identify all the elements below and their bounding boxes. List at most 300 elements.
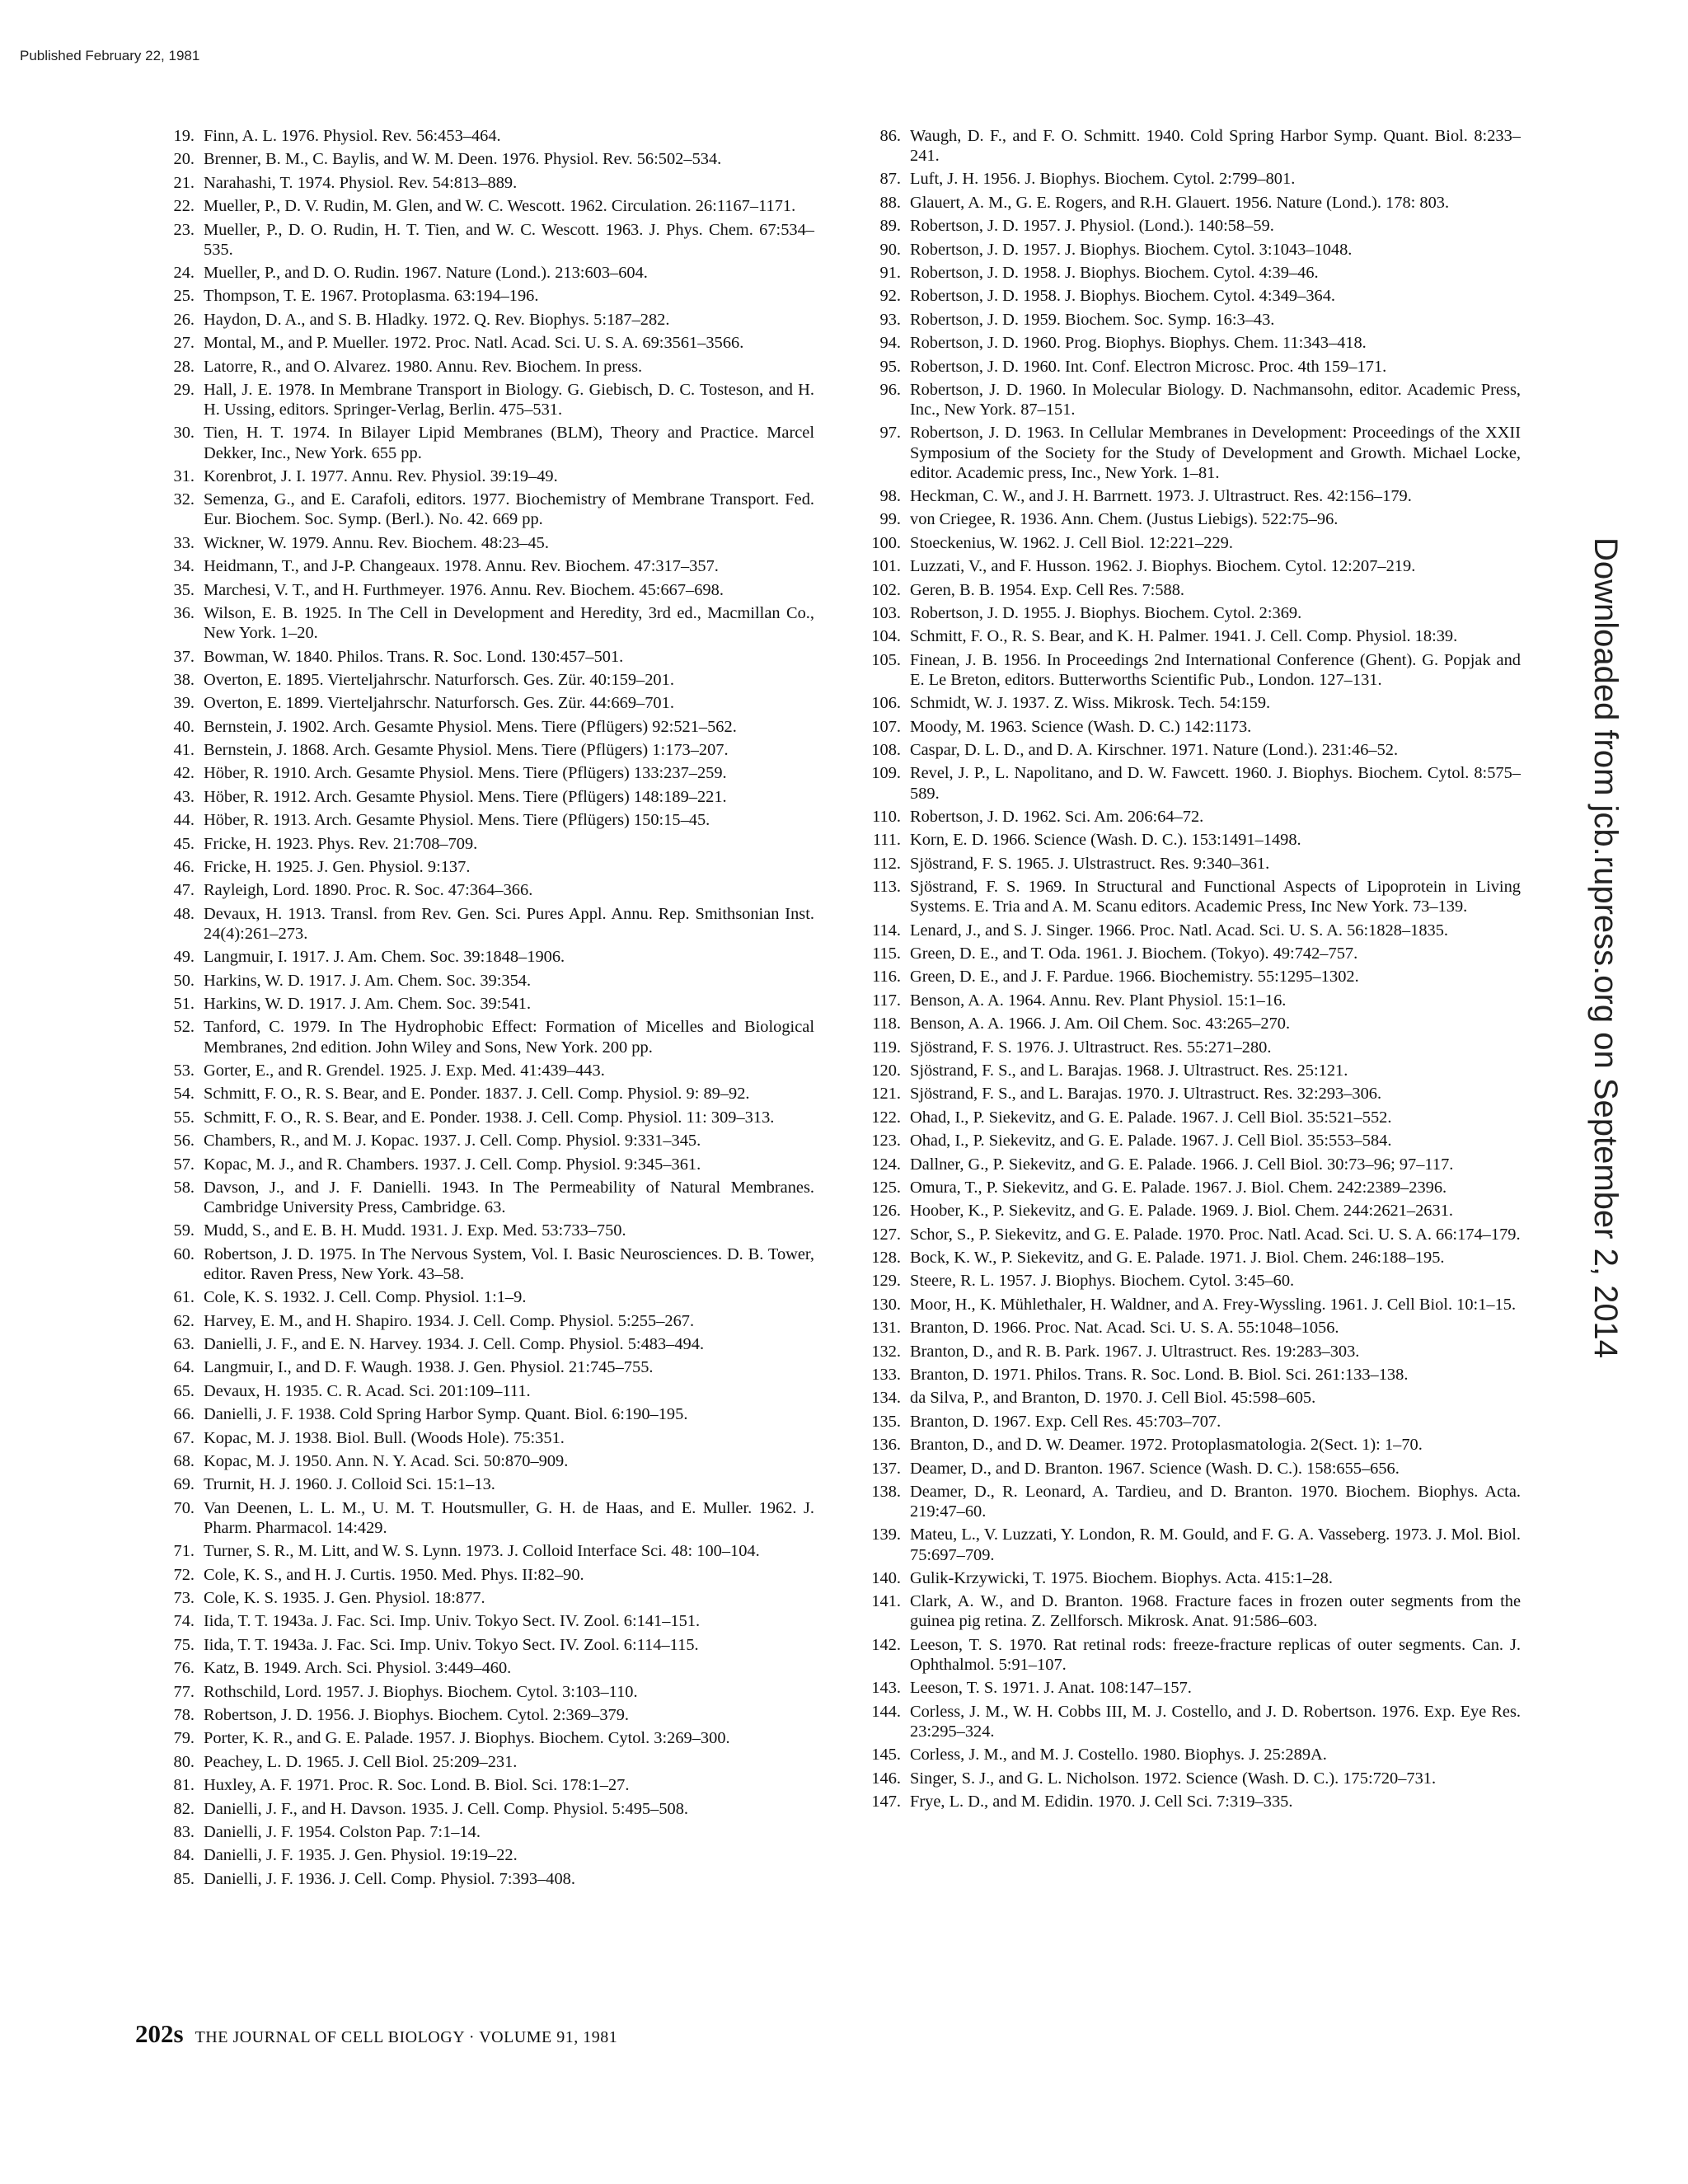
reference-entry [870, 763, 1521, 803]
reference-number: 41. [173, 741, 195, 760]
reference-number: 131. [871, 1319, 901, 1338]
reference-number: 144. [871, 1702, 901, 1721]
reference-text: Danielli, J. F. 1936. J. Cell. Comp. Physiol. 7:393–408. [204, 1869, 575, 1888]
reference-entry [870, 1702, 1521, 1741]
reference-text: Rothschild, Lord. 1957. J. Biophys. Biochem. Cytol. 3:103–110. [204, 1682, 638, 1701]
reference-entry [870, 1459, 1521, 1479]
reference-text: Mudd, S., and E. B. H. Mudd. 1931. J. Exp. Med. 53:733–750. [204, 1221, 626, 1240]
reference-number: 130. [871, 1295, 901, 1314]
journal-running-title: THE JOURNAL OF CELL BIOLOGY · VOLUME 91, 1981 [195, 2028, 618, 2046]
reference-entry [163, 173, 814, 193]
reference-text: da Silva, P., and Branton, D. 1970. J. Cell Biol. 45:598–605. [910, 1389, 1316, 1408]
reference-text: Semenza, G., and E. Carafoli, editors. 1977. Biochemistry of Membrane Transport. Fed. Eur. Biochem. Soc. Symp. (Berl.). No. 42. 669 pp. [204, 490, 814, 529]
reference-text: Schmidt, W. J. 1937. Z. Wiss. Mikrosk. Tech. 54:159. [910, 694, 1271, 713]
reference-entry [163, 1869, 814, 1889]
reference-entry [163, 1498, 814, 1538]
reference-entry [870, 1271, 1521, 1291]
reference-number: 100. [871, 533, 901, 552]
reference-number: 129. [871, 1272, 901, 1291]
reference-text: Höber, R. 1912. Arch. Gesamte Physiol. Mens. Tiere (Pflügers) 148:189–221. [204, 787, 727, 806]
reference-number: 114. [872, 921, 901, 940]
reference-number: 115. [872, 944, 901, 963]
reference-text: von Criegee, R. 1936. Ann. Chem. (Justus Liebigs). 522:75–96. [910, 510, 1339, 529]
download-watermark: Downloaded from jcb.rupress.org on September 2, 2014 [1587, 537, 1625, 1359]
reference-entry [163, 1108, 814, 1127]
reference-entry [870, 533, 1521, 553]
reference-entry [163, 263, 814, 283]
reference-entry [870, 807, 1521, 827]
reference-text: Stoeckenius, W. 1962. J. Cell Biol. 12:221–229. [910, 533, 1233, 552]
reference-entry [870, 509, 1521, 529]
reference-number: 99. [879, 510, 901, 529]
reference-text: Danielli, J. F. 1935. J. Gen. Physiol. 19:19–22. [204, 1846, 518, 1865]
reference-entry [870, 603, 1521, 623]
reference-entry [870, 1038, 1521, 1057]
reference-number: 84. [173, 1846, 195, 1865]
reference-entry [870, 1131, 1521, 1151]
reference-text: Thompson, T. E. 1967. Protoplasma. 63:194–196. [204, 287, 539, 306]
reference-entry [163, 994, 814, 1014]
reference-text: Iida, T. T. 1943a. J. Fac. Sci. Imp. Univ. Tokyo Sect. IV. Zool. 6:141–151. [204, 1612, 701, 1631]
reference-text: Kopac, M. J., and R. Chambers. 1937. J. Cell. Comp. Physiol. 9:345–361. [204, 1155, 701, 1174]
reference-number: 24. [173, 264, 195, 283]
reference-number: 19. [173, 127, 195, 145]
reference-entry [870, 854, 1521, 874]
reference-number: 67. [173, 1428, 195, 1447]
reference-number: 102. [871, 580, 901, 599]
reference-entry [163, 466, 814, 486]
reference-entry [870, 1318, 1521, 1338]
reference-number: 82. [173, 1799, 195, 1818]
reference-entry [163, 834, 814, 854]
reference-number: 46. [173, 858, 195, 877]
references-column-right [870, 126, 1521, 1815]
reference-entry [870, 216, 1521, 236]
reference-number: 118. [872, 1015, 901, 1033]
reference-text: Rayleigh, Lord. 1890. Proc. R. Soc. 47:364–366. [204, 881, 533, 900]
reference-number: 43. [173, 787, 195, 806]
reference-number: 138. [871, 1482, 901, 1501]
reference-text: Brenner, B. M., C. Baylis, and W. M. Deen. 1976. Physiol. Rev. 56:502–534. [204, 150, 722, 169]
reference-number: 124. [871, 1155, 901, 1174]
reference-text: Trurnit, H. J. 1960. J. Colloid Sci. 15:1–13. [204, 1475, 495, 1494]
reference-number: 145. [871, 1746, 901, 1765]
reference-entry [870, 1155, 1521, 1174]
reference-entry [163, 1799, 814, 1819]
reference-text: Devaux, H. 1913. Transl. from Rev. Gen. Sci. Pures Appl. Annu. Rep. Smithsonian Inst. 24(4):261–273. [204, 904, 814, 943]
reference-entry [163, 1635, 814, 1655]
reference-number: 134. [871, 1389, 901, 1408]
reference-number: 119. [872, 1038, 901, 1057]
reference-text: Iida, T. T. 1943a. J. Fac. Sci. Imp. Univ. Tokyo Sect. IV. Zool. 6:114–115. [204, 1635, 699, 1654]
reference-entry [163, 1017, 814, 1057]
reference-text: Tien, H. T. 1974. In Bilayer Lipid Membranes (BLM), Theory and Practice. Marcel Dekker, Inc., New York. 655 pp. [204, 424, 814, 462]
reference-number: 62. [173, 1311, 195, 1330]
reference-entry [163, 740, 814, 760]
reference-entry [870, 1014, 1521, 1033]
reference-number: 107. [871, 717, 901, 736]
reference-entry [870, 1108, 1521, 1127]
reference-text: Leeson, T. S. 1971. J. Anat. 108:147–157. [910, 1679, 1192, 1698]
reference-text: Danielli, J. F. 1938. Cold Spring Harbor Symp. Quant. Biol. 6:190–195. [204, 1405, 688, 1424]
reference-entry [163, 380, 814, 419]
reference-text: Corless, J. M., and M. J. Costello. 1980. Biophys. J. 25:289A. [910, 1746, 1327, 1765]
reference-entry [870, 991, 1521, 1010]
reference-entry [163, 1311, 814, 1331]
reference-number: 105. [871, 650, 901, 669]
reference-entry [870, 310, 1521, 330]
reference-entry [870, 193, 1521, 213]
reference-entry [870, 1482, 1521, 1521]
reference-number: 38. [173, 670, 195, 689]
reference-entry [163, 1287, 814, 1307]
reference-entry [163, 1752, 814, 1772]
reference-number: 65. [173, 1381, 195, 1400]
reference-entry [870, 1295, 1521, 1315]
reference-text: Kopac, M. J. 1950. Ann. N. Y. Acad. Sci. 50:870–909. [204, 1451, 569, 1470]
reference-text: Overton, E. 1895. Vierteljahrschr. Naturforsch. Ges. Zür. 40:159–201. [204, 670, 674, 689]
reference-number: 20. [173, 150, 195, 169]
reference-text: Porter, K. R., and G. E. Palade. 1957. J. Biophys. Biochem. Cytol. 3:269–300. [204, 1729, 730, 1748]
reference-text: Langmuir, I., and D. F. Waugh. 1938. J. Gen. Physiol. 21:745–755. [204, 1358, 654, 1377]
reference-text: Sjöstrand, F. S., and L. Barajas. 1968. J. Ultrastruct. Res. 25:121. [910, 1061, 1348, 1080]
reference-text: Davson, J., and J. F. Danielli. 1943. In The Permeability of Natural Membranes. Cambridge University Press, Cambridge. 63. [204, 1178, 814, 1216]
reference-text: Cole, K. S. 1932. J. Cell. Comp. Physiol. 1:1–9. [204, 1288, 527, 1307]
reference-text: Korn, E. D. 1966. Science (Wash. D. C.). 153:1491–1498. [910, 831, 1301, 850]
reference-number: 35. [173, 580, 195, 599]
reference-text: Danielli, J. F., and E. N. Harvey. 1934. J. Cell. Comp. Physiol. 5:483–494. [204, 1335, 705, 1354]
reference-number: 69. [173, 1475, 195, 1494]
reference-number: 79. [173, 1729, 195, 1748]
reference-number: 120. [871, 1061, 901, 1080]
reference-entry [163, 149, 814, 169]
reference-entry [870, 1061, 1521, 1080]
reference-text: Hall, J. E. 1978. In Membrane Transport in Biology. G. Giebisch, D. C. Tosteson, and H. H. Ussing, editors. Springer-Verlag, Berlin. 475–531. [204, 381, 814, 419]
reference-text: Sjöstrand, F. S. 1976. J. Ultrastruct. Res. 55:271–280. [910, 1038, 1272, 1057]
reference-entry [163, 857, 814, 877]
reference-entry [870, 1591, 1521, 1631]
reference-number: 50. [173, 971, 195, 990]
reference-number: 121. [871, 1085, 901, 1104]
reference-number: 104. [871, 627, 901, 646]
reference-number: 57. [173, 1155, 195, 1174]
reference-number: 86. [879, 127, 901, 145]
reference-text: Langmuir, I. 1917. J. Am. Chem. Soc. 39:1848–1906. [204, 948, 565, 967]
reference-text: Corless, J. M., W. H. Cobbs III, M. J. Costello, and J. D. Robertson. 1976. Exp. Eye Res. 23:295–324. [910, 1702, 1521, 1741]
reference-entry [163, 1588, 814, 1608]
reference-number: 22. [173, 197, 195, 216]
reference-text: Benson, A. A. 1964. Annu. Rev. Plant Physiol. 15:1–16. [910, 991, 1287, 1010]
reference-text: Montal, M., and P. Mueller. 1972. Proc. Natl. Acad. Sci. U. S. A. 69:3561–3566. [204, 334, 744, 353]
reference-entry [163, 1404, 814, 1424]
reference-text: Sjöstrand, F. S. 1965. J. Ulstrastruct. Res. 9:340–361. [910, 854, 1270, 873]
reference-number: 126. [871, 1202, 901, 1221]
reference-entry [870, 357, 1521, 377]
reference-entry [870, 333, 1521, 353]
reference-entry [163, 904, 814, 944]
reference-text: Frye, L. D., and M. Edidin. 1970. J. Cell Sci. 7:319–335. [910, 1792, 1293, 1811]
reference-number: 101. [871, 557, 901, 576]
reference-entry [163, 1728, 814, 1748]
reference-entry [163, 490, 814, 529]
reference-entry [870, 1412, 1521, 1432]
reference-text: Narahashi, T. 1974. Physiol. Rev. 54:813–889. [204, 173, 518, 192]
reference-number: 98. [879, 487, 901, 506]
reference-text: Schmitt, F. O., R. S. Bear, and K. H. Palmer. 1941. J. Cell. Comp. Physiol. 18:39. [910, 627, 1458, 646]
reference-number: 103. [871, 604, 901, 623]
reference-text: Bernstein, J. 1902. Arch. Gesamte Physiol. Mens. Tiere (Pflügers) 92:521–562. [204, 717, 737, 736]
reference-text: Harvey, E. M., and H. Shapiro. 1934. J. Cell. Comp. Physiol. 5:255–267. [204, 1311, 695, 1330]
reference-text: Robertson, J. D. 1975. In The Nervous System, Vol. I. Basic Neurosciences. D. B. Tower, editor. Raven Press, New York. 43–58. [204, 1244, 814, 1283]
reference-number: 135. [871, 1412, 901, 1431]
reference-entry [163, 787, 814, 807]
reference-entry [870, 1435, 1521, 1455]
reference-text: Korenbrot, J. I. 1977. Annu. Rev. Physiol. 39:19–49. [204, 466, 558, 485]
reference-number: 40. [173, 717, 195, 736]
reference-text: Devaux, H. 1935. C. R. Acad. Sci. 201:109–111. [204, 1381, 531, 1400]
reference-text: Haydon, D. A., and S. B. Hladky. 1972. Q. Rev. Biophys. 5:187–282. [204, 310, 670, 329]
reference-text: Robertson, J. D. 1960. In Molecular Biology. D. Nachmansohn, editor. Academic Press, Inc., New York. 87–151. [910, 381, 1521, 419]
reference-text: Danielli, J. F., and H. Davson. 1935. J. Cell. Comp. Physiol. 5:495–508. [204, 1799, 689, 1818]
reference-text: Bock, K. W., P. Siekevitz, and G. E. Palade. 1971. J. Biol. Chem. 246:188–195. [910, 1249, 1445, 1268]
reference-number: 78. [173, 1705, 195, 1724]
reference-entry [870, 286, 1521, 306]
reference-entry [870, 169, 1521, 189]
reference-entry [163, 971, 814, 991]
reference-text: Wickner, W. 1979. Annu. Rev. Biochem. 48:23–45. [204, 533, 549, 552]
reference-number: 91. [879, 264, 901, 283]
reference-entry [870, 944, 1521, 963]
reference-number: 142. [871, 1635, 901, 1654]
reference-text: Schmitt, F. O., R. S. Bear, and E. Ponder. 1938. J. Cell. Comp. Physiol. 11: 309–313. [204, 1108, 775, 1127]
reference-text: Peachey, L. D. 1965. J. Cell Biol. 25:209–231. [204, 1752, 518, 1771]
reference-number: 30. [173, 424, 195, 443]
reference-number: 125. [871, 1178, 901, 1197]
reference-entry [870, 1792, 1521, 1811]
reference-entry [870, 423, 1521, 482]
reference-entry [163, 556, 814, 576]
reference-number: 96. [879, 381, 901, 399]
reference-text: Geren, B. B. 1954. Exp. Cell Res. 7:588. [910, 580, 1185, 599]
reference-number: 59. [173, 1221, 195, 1240]
reference-text: Robertson, J. D. 1959. Biochem. Soc. Symp. 16:3–43. [910, 310, 1275, 329]
reference-text: Luzzati, V., and F. Husson. 1962. J. Biophys. Biochem. Cytol. 12:207–219. [910, 557, 1416, 576]
reference-text: Sjöstrand, F. S. 1969. In Structural and Functional Aspects of Lipoprotein in Living Systems. E. Tria and A. M. Scanu editors. Academic Press, Inc New York. 73–139. [910, 878, 1521, 916]
reference-number: 97. [879, 424, 901, 443]
reference-number: 61. [173, 1288, 195, 1307]
reference-text: Heidmann, T., and J-P. Changeaux. 1978. Annu. Rev. Biochem. 47:317–357. [204, 557, 719, 576]
reference-number: 76. [173, 1659, 195, 1678]
reference-number: 42. [173, 764, 195, 783]
reference-number: 81. [173, 1776, 195, 1795]
reference-entry [163, 1155, 814, 1174]
reference-number: 143. [871, 1679, 901, 1698]
reference-entry [163, 1845, 814, 1865]
reference-number: 56. [173, 1132, 195, 1151]
reference-entry [163, 1565, 814, 1585]
reference-entry [163, 1541, 814, 1561]
reference-entry [163, 1221, 814, 1240]
reference-text: Robertson, J. D. 1960. Int. Conf. Electron Microsc. Proc. 4th 159–171. [910, 357, 1387, 376]
reference-number: 45. [173, 834, 195, 853]
reference-text: Robertson, J. D. 1955. J. Biophys. Biochem. Cytol. 2:369. [910, 604, 1302, 623]
reference-number: 112. [872, 854, 901, 873]
reference-text: Robertson, J. D. 1957. J. Biophys. Biochem. Cytol. 3:1043–1048. [910, 240, 1353, 259]
reference-entry [870, 126, 1521, 166]
reference-entry [870, 1745, 1521, 1765]
reference-entry [163, 1244, 814, 1284]
reference-text: Ohad, I., P. Siekevitz, and G. E. Palade. 1967. J. Cell Biol. 35:553–584. [910, 1132, 1392, 1151]
reference-number: 147. [871, 1792, 901, 1811]
reference-entry [163, 286, 814, 306]
reference-text: Finean, J. B. 1956. In Proceedings 2nd International Conference (Ghent). G. Popjak and E. Le Breton, editors. Butterworths Scientific Pub., London. 127–131. [910, 650, 1521, 689]
reference-number: 89. [879, 217, 901, 236]
reference-number: 44. [173, 811, 195, 830]
reference-number: 75. [173, 1635, 195, 1654]
reference-text: Robertson, J. D. 1957. J. Physiol. (Lond.). 140:58–59. [910, 217, 1274, 236]
reference-number: 28. [173, 357, 195, 376]
reference-text: Harkins, W. D. 1917. J. Am. Chem. Soc. 39:354. [204, 971, 532, 990]
reference-entry [870, 1365, 1521, 1385]
reference-number: 71. [173, 1542, 195, 1561]
reference-entry [163, 1084, 814, 1104]
reference-text: Branton, D. 1967. Exp. Cell Res. 45:703–707. [910, 1412, 1221, 1431]
reference-entry [163, 603, 814, 643]
reference-entry [870, 1178, 1521, 1197]
reference-entry [163, 1381, 814, 1401]
reference-number: 36. [173, 604, 195, 623]
reference-number: 122. [871, 1108, 901, 1127]
reference-entry [163, 1705, 814, 1725]
reference-text: Branton, D., and D. W. Deamer. 1972. Protoplasmatologia. 2(Sect. 1): 1–70. [910, 1436, 1423, 1455]
reference-number: 109. [871, 764, 901, 783]
reference-entry [870, 717, 1521, 737]
reference-number: 85. [173, 1869, 195, 1888]
reference-entry [163, 717, 814, 737]
reference-entry [870, 1248, 1521, 1268]
reference-text: Branton, D. 1971. Philos. Trans. R. Soc. Lond. B. Biol. Sci. 261:133–138. [910, 1366, 1409, 1385]
reference-text: Van Deenen, L. L. M., U. M. T. Houtsmuller, G. H. de Haas, and E. Muller. 1962. J. Pharm. Pharmacol. 14:429. [204, 1498, 814, 1537]
reference-number: 49. [173, 948, 195, 967]
reference-entry [163, 1658, 814, 1678]
reference-entry [163, 1178, 814, 1217]
reference-entry [870, 740, 1521, 760]
reference-number: 128. [871, 1249, 901, 1268]
reference-text: Caspar, D. L. D., and D. A. Kirschner. 1971. Nature (Lond.). 231:46–52. [910, 741, 1399, 760]
reference-entry [163, 763, 814, 783]
reference-number: 94. [879, 334, 901, 353]
reference-number: 51. [173, 995, 195, 1014]
reference-text: Hoober, K., P. Siekevitz, and G. E. Palade. 1969. J. Biol. Chem. 244:2621–2631. [910, 1202, 1453, 1221]
reference-number: 26. [173, 310, 195, 329]
reference-entry [870, 650, 1521, 690]
reference-entry [870, 1225, 1521, 1244]
reference-entry [870, 967, 1521, 987]
reference-number: 74. [173, 1612, 195, 1631]
reference-entry [870, 1769, 1521, 1788]
reference-text: Mueller, P., D. O. Rudin, H. T. Tien, and W. C. Wescott. 1963. J. Phys. Chem. 67:534–535. [204, 220, 814, 259]
reference-text: Katz, B. 1949. Arch. Sci. Physiol. 3:449–460. [204, 1659, 512, 1678]
reference-text: Mueller, P., and D. O. Rudin. 1967. Nature (Lond.). 213:603–604. [204, 264, 648, 283]
reference-text: Moody, M. 1963. Science (Wash. D. C.) 142:1173. [910, 717, 1252, 736]
reference-text: Green, D. E., and T. Oda. 1961. J. Biochem. (Tokyo). 49:742–757. [910, 944, 1358, 963]
reference-number: 88. [879, 193, 901, 212]
reference-entry [163, 670, 814, 690]
reference-text: Branton, D. 1966. Proc. Nat. Acad. Sci. U. S. A. 55:1048–1056. [910, 1319, 1339, 1338]
reference-number: 63. [173, 1335, 195, 1354]
reference-text: Kopac, M. J. 1938. Biol. Bull. (Woods Hole). 75:351. [204, 1428, 565, 1447]
reference-text: Schmitt, F. O., R. S. Bear, and E. Ponder. 1837. J. Cell. Comp. Physiol. 9: 89–92. [204, 1085, 750, 1104]
reference-entry [870, 263, 1521, 283]
reference-entry [870, 1568, 1521, 1588]
reference-text: Leeson, T. S. 1970. Rat retinal rods: freeze-fracture replicas of outer segments. Can. J. Ophthalmol. 5:91–107. [910, 1635, 1521, 1674]
reference-number: 32. [173, 490, 195, 509]
reference-number: 37. [173, 647, 195, 666]
reference-number: 72. [173, 1565, 195, 1584]
reference-entry [163, 1131, 814, 1151]
reference-number: 27. [173, 334, 195, 353]
reference-entry [163, 1428, 814, 1448]
reference-text: Marchesi, V. T., and H. Furthmeyer. 1976. Annu. Rev. Biochem. 45:667–698. [204, 580, 724, 599]
reference-number: 23. [173, 220, 195, 239]
reference-entry [163, 357, 814, 377]
reference-text: Green, D. E., and J. F. Pardue. 1966. Biochemistry. 55:1295–1302. [910, 968, 1359, 987]
reference-text: Finn, A. L. 1976. Physiol. Rev. 56:453–464. [204, 127, 501, 145]
reference-text: Luft, J. H. 1956. J. Biophys. Biochem. Cytol. 2:799–801. [910, 170, 1296, 189]
reference-number: 66. [173, 1405, 195, 1424]
reference-entry [870, 921, 1521, 940]
reference-text: Schor, S., P. Siekevitz, and G. E. Palade. 1970. Proc. Natl. Acad. Sci. U. S. A. 66:174–179. [910, 1225, 1521, 1244]
reference-text: Chambers, R., and M. J. Kopac. 1937. J. Cell. Comp. Physiol. 9:331–345. [204, 1132, 701, 1151]
reference-number: 110. [872, 807, 901, 826]
reference-text: Harkins, W. D. 1917. J. Am. Chem. Soc. 39:541. [204, 995, 532, 1014]
reference-number: 90. [879, 240, 901, 259]
reference-entry [870, 380, 1521, 419]
reference-entry [870, 830, 1521, 850]
reference-text: Gulik-Krzywicki, T. 1975. Biochem. Biophys. Acta. 415:1–28. [910, 1568, 1333, 1587]
reference-text: Singer, S. J., and G. L. Nicholson. 1972. Science (Wash. D. C.). 175:720–731. [910, 1769, 1437, 1788]
reference-number: 108. [871, 741, 901, 760]
reference-entry [163, 423, 814, 462]
reference-number: 141. [871, 1592, 901, 1611]
reference-number: 47. [173, 881, 195, 900]
reference-entry [163, 126, 814, 146]
reference-entry [870, 1084, 1521, 1104]
reference-entry [163, 947, 814, 967]
reference-text: Bernstein, J. 1868. Arch. Gesamte Physiol. Mens. Tiere (Pflügers) 1:173–207. [204, 741, 729, 760]
reference-text: Latorre, R., and O. Alvarez. 1980. Annu. Rev. Biochem. In press. [204, 357, 643, 376]
reference-text: Revel, J. P., L. Napolitano, and D. W. Fawcett. 1960. J. Biophys. Biochem. Cytol. 8:575–589. [910, 764, 1521, 803]
reference-number: 80. [173, 1752, 195, 1771]
reference-number: 33. [173, 533, 195, 552]
reference-number: 95. [879, 357, 901, 376]
reference-text: Branton, D., and R. B. Park. 1967. J. Ultrastruct. Res. 19:283–303. [910, 1342, 1360, 1361]
reference-entry [163, 220, 814, 260]
reference-number: 137. [871, 1459, 901, 1478]
reference-text: Fricke, H. 1923. Phys. Rev. 21:708–709. [204, 834, 478, 853]
reference-entry [870, 1635, 1521, 1675]
reference-number: 31. [173, 466, 195, 485]
reference-text: Tanford, C. 1979. In The Hydrophobic Effect: Formation of Micelles and Biological Membranes, 2nd edition. John Wiley and Sons, New York. 200 pp. [204, 1018, 814, 1057]
reference-number: 70. [173, 1498, 195, 1517]
reference-entry [870, 556, 1521, 576]
reference-entry [163, 1775, 814, 1795]
reference-text: Höber, R. 1910. Arch. Gesamte Physiol. Mens. Tiere (Pflügers) 133:237–259. [204, 764, 727, 783]
reference-text: Dallner, G., P. Siekevitz, and G. E. Palade. 1966. J. Cell Biol. 30:73–96; 97–117. [910, 1155, 1454, 1174]
reference-number: 60. [173, 1244, 195, 1263]
reference-entry [163, 533, 814, 553]
reference-text: Robertson, J. D. 1958. J. Biophys. Biochem. Cytol. 4:349–364. [910, 287, 1336, 306]
